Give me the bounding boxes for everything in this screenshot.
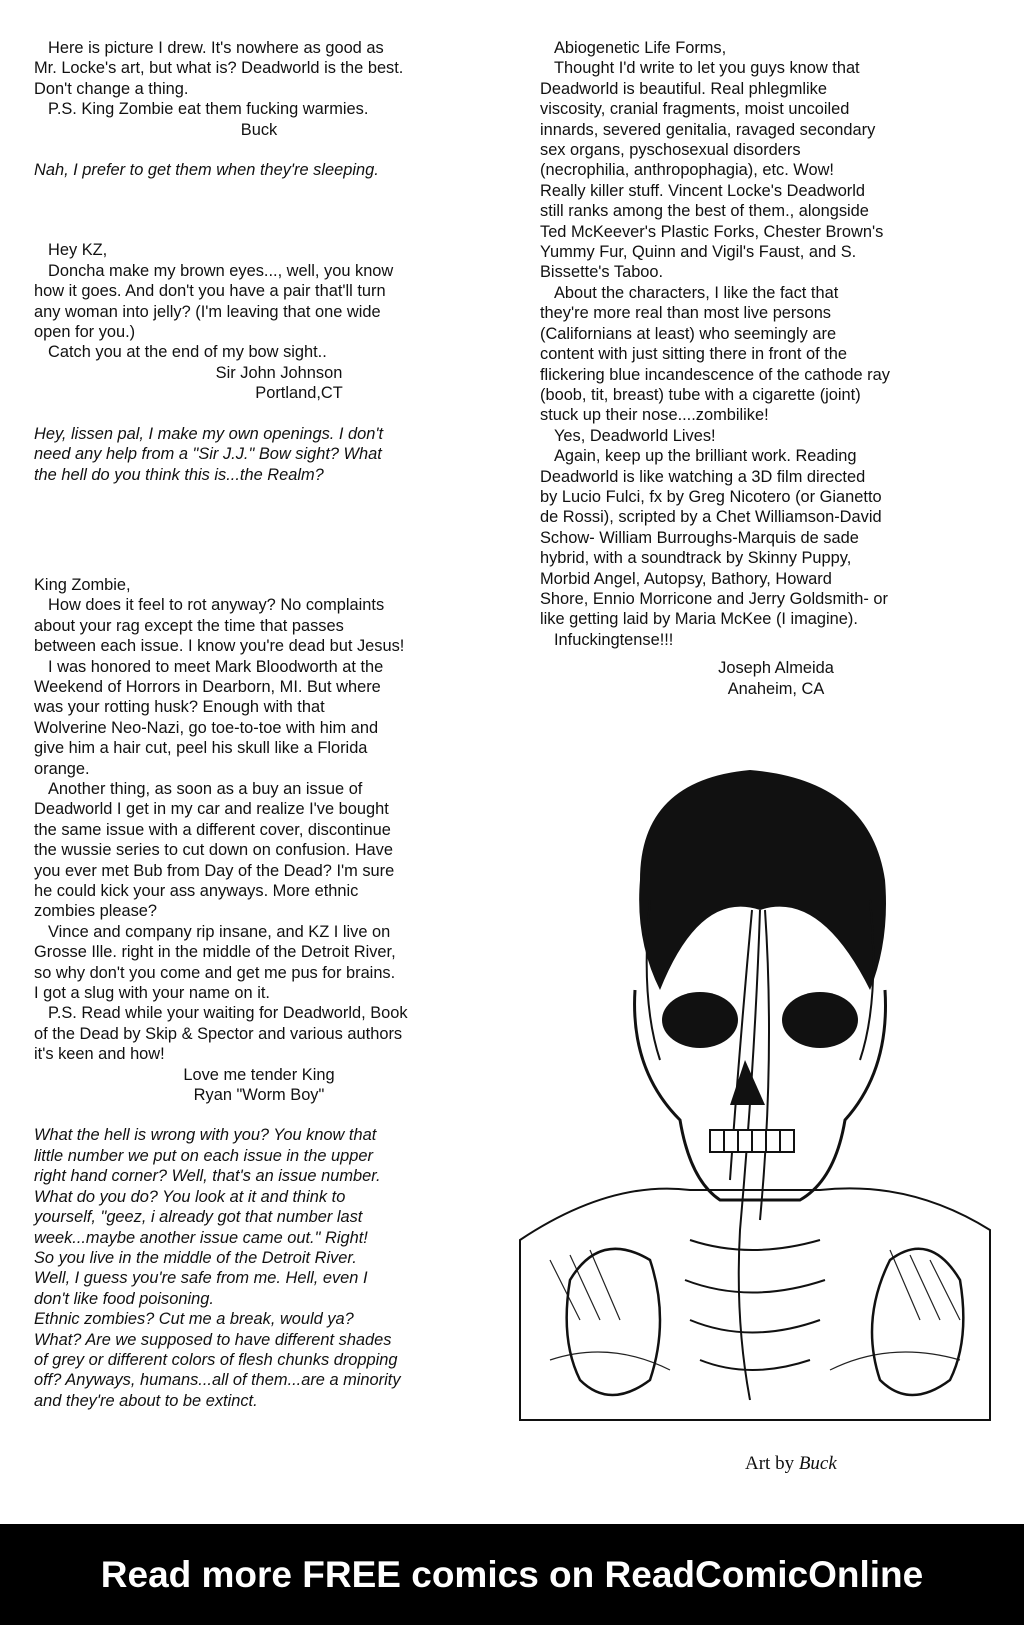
letter-line: by Lucio Fulci, fx by Greg Nicotero (or Gianetto — [540, 487, 882, 506]
letter-line: hybrid, with a soundtrack by Skinny Puppy, — [540, 549, 852, 568]
letter-line: the same issue with a different cover, discontinue — [34, 820, 391, 839]
letter-line: Yes, Deadworld Lives! — [554, 426, 716, 445]
art-credit-label: Art by — [745, 1453, 795, 1474]
letter-line: Don't change a thing. — [34, 79, 189, 98]
letter-line: viscosity, cranial fragments, moist uncoiled — [540, 100, 850, 119]
letter-line: Thought I'd write to let you guys know that — [554, 59, 860, 78]
letter-line: Really killer stuff. Vincent Locke's Deadworld — [540, 181, 866, 200]
right-eye-socket — [782, 992, 858, 1048]
letter-signature: Anaheim, CA — [727, 679, 825, 698]
letter-signature: Love me tender King — [183, 1065, 335, 1084]
letter-line: Morbid Angel, Autopsy, Bathory, Howard — [540, 569, 832, 588]
editor-reply: off? Anyways, humans...all of them...are a minority — [34, 1371, 401, 1390]
ribs — [685, 1240, 825, 1370]
letter-line: Deadworld I get in my car and realize I've bought — [34, 800, 389, 819]
hair-mass — [639, 770, 886, 990]
editor-reply: What the hell is wrong with you? You know that — [34, 1126, 377, 1145]
letter-line: Schow- William Burroughs-Marquis de sade — [540, 528, 859, 547]
letter-line: P.S. Read while your waiting for Deadworld, Book — [48, 1004, 408, 1023]
editor-reply: Ethnic zombies? Cut me a break, would ya? — [34, 1310, 354, 1329]
art-credit-artist: Buck — [798, 1453, 837, 1474]
letter-line: how it goes. And don't you have a pair that'll turn — [34, 282, 386, 301]
left-column — [34, 38, 484, 1411]
letter-line: sex organs, pyschosexual disorders — [540, 141, 801, 160]
letter-signature: Joseph Almeida — [718, 659, 834, 678]
letter-line: Abiogenetic Life Forms, — [554, 39, 727, 57]
editor-reply: need any help from a "Sir J.J." Bow sight? What — [34, 445, 382, 464]
letter-line: was your rotting husk? Enough with that — [34, 698, 325, 717]
letter-line: the wussie series to cut down on confusion. Have — [34, 841, 393, 860]
letter-line: flickering blue incandescence of the cathode ray — [540, 365, 890, 384]
editor-reply: Nah, I prefer to get them when they're sleeping. — [34, 161, 379, 180]
letter-line: King Zombie, — [34, 575, 131, 594]
letter-line: How does it feel to rot anyway? No complaints — [48, 596, 385, 615]
letter-line: it's keen and how! — [34, 1045, 165, 1064]
letter-line: so why don't you come and get me pus for brains. — [34, 963, 396, 982]
letter-line: Another thing, as soon as a buy an issue of — [48, 779, 363, 798]
letter-line: still ranks among the best of them., alongside — [540, 202, 869, 221]
letter-line: orange. — [34, 759, 90, 778]
left-eye-socket — [662, 992, 738, 1048]
letter-line: Hey KZ, — [48, 241, 108, 260]
editor-reply: yourself, "geez, i already got that number last — [34, 1208, 363, 1227]
editor-reply: week...maybe another issue came out." Right! — [34, 1228, 368, 1247]
letter-line: Yummy Fur, Quinn and Vigil's Faust, and S. — [540, 243, 857, 262]
shoulders — [520, 1188, 990, 1420]
letter-line: Wolverine Neo-Nazi, go toe-to-toe with him and — [34, 718, 379, 737]
letter-line: open for you.) — [34, 323, 136, 342]
letter-line: Here is picture I drew. It's nowhere as good as — [48, 39, 384, 57]
editor-reply: What do you do? You look at it and think to — [34, 1187, 346, 1206]
editor-reply: right hand corner? Well, that's an issue number. — [34, 1167, 381, 1186]
letter-line: like getting laid by Maria McKee (I imagine). — [540, 610, 858, 629]
editor-reply: and they're about to be extinct. — [34, 1391, 258, 1410]
letter-line: Deadworld is beautiful. Real phlegmlike — [540, 79, 827, 98]
editor-reply: What? Are we supposed to have different shades — [34, 1330, 392, 1349]
letter-line: Again, keep up the brilliant work. Reading — [554, 447, 857, 466]
letter-line: zombies please? — [34, 902, 158, 921]
letter-line: de Rossi), scripted by a Chet Williamson-David — [540, 508, 882, 527]
promo-banner[interactable]: Read more FREE comics on ReadComicOnline — [0, 1524, 1024, 1625]
letter-line: Weekend of Horrors in Dearborn, MI. But where — [34, 677, 381, 696]
editor-reply: So you live in the middle of the Detroit River. — [34, 1248, 357, 1267]
letter-line: content with just sitting there in front of the — [540, 345, 848, 364]
letter-line: Vince and company rip insane, and KZ I live on — [48, 922, 391, 941]
zombie-skull-illustration — [490, 760, 1010, 1450]
editor-reply: the hell do you think this is...the Realm? — [34, 465, 324, 484]
letter-signature: Sir John Johnson — [215, 363, 343, 382]
editor-reply: of grey or different colors of flesh chunks dropping — [34, 1350, 398, 1369]
hatching — [550, 1250, 960, 1370]
letter-line: I was honored to meet Mark Bloodworth at the — [48, 657, 384, 676]
letter-line: you ever met Bub from Day of the Dead? I'm sure — [34, 861, 395, 880]
left-hand — [567, 1249, 660, 1395]
letter-line: Doncha make my brown eyes..., well, you know — [48, 261, 394, 280]
editor-reply: don't like food poisoning. — [34, 1289, 214, 1308]
letter-signature: Buck — [240, 120, 278, 139]
letter-line: he could kick your ass anyways. More ethnic — [34, 882, 359, 900]
letter-line: Deadworld is like watching a 3D film directed — [540, 467, 866, 486]
letter-line: Infuckingtense!!! — [554, 630, 674, 649]
editor-reply: Hey, lissen pal, I make my own openings. I don't — [34, 424, 384, 443]
letter-line: About the characters, I like the fact that — [554, 283, 839, 302]
letter-signature: Ryan "Worm Boy" — [193, 1086, 325, 1105]
letter-line: about your rag except the time that passes — [34, 616, 344, 635]
teeth — [710, 1130, 794, 1152]
letter-line: innards, severed genitalia, ravaged secondary — [540, 120, 876, 139]
letter-line: (necrophilia, anthropophagia), etc. Wow! — [540, 161, 834, 180]
right-column — [540, 38, 952, 699]
letter-line: P.S. King Zombie eat them fucking warmies. — [48, 100, 369, 119]
editor-reply: little number we put on each issue in the upper — [34, 1146, 373, 1165]
letter-line: stuck up their nose....zombilike! — [540, 406, 769, 425]
art-credit — [745, 1453, 837, 1475]
letter-line: any woman into jelly? (I'm leaving that one wide — [34, 302, 381, 321]
letter-line: between each issue. I know you're dead but Jesus! — [34, 637, 405, 656]
letter-line: Bissette's Taboo. — [540, 263, 664, 282]
letter-line: Catch you at the end of my bow sight.. — [48, 343, 327, 362]
letter-line: give him a hair cut, peel his skull like a Florida — [34, 739, 368, 758]
letter-line: (Californians at least) who seemingly are — [540, 324, 837, 343]
letter-line: (boob, tit, breast) tube with a cigarette (joint) — [540, 385, 861, 404]
letter-line: Shore, Ennio Morricone and Jerry Goldsmith- or — [540, 589, 888, 608]
editor-reply: Well, I guess you're safe from me. Hell, even I — [34, 1269, 368, 1288]
letter-line: Mr. Locke's art, but what is? Deadworld is the best. — [34, 59, 404, 78]
letter-line: of the Dead by Skip & Spector and various authors — [34, 1024, 403, 1043]
letter-line: they're more real than most live persons — [540, 304, 832, 323]
nose-cavity — [730, 1060, 765, 1105]
letter-line: Ted McKeever's Plastic Forks, Chester Brown's — [540, 222, 884, 241]
letter-line: I got a slug with your name on it. — [34, 984, 270, 1003]
letter-line: Grosse Ille. right in the middle of the Detroit River, — [34, 943, 396, 962]
letter-signature: Portland,CT — [255, 384, 343, 403]
